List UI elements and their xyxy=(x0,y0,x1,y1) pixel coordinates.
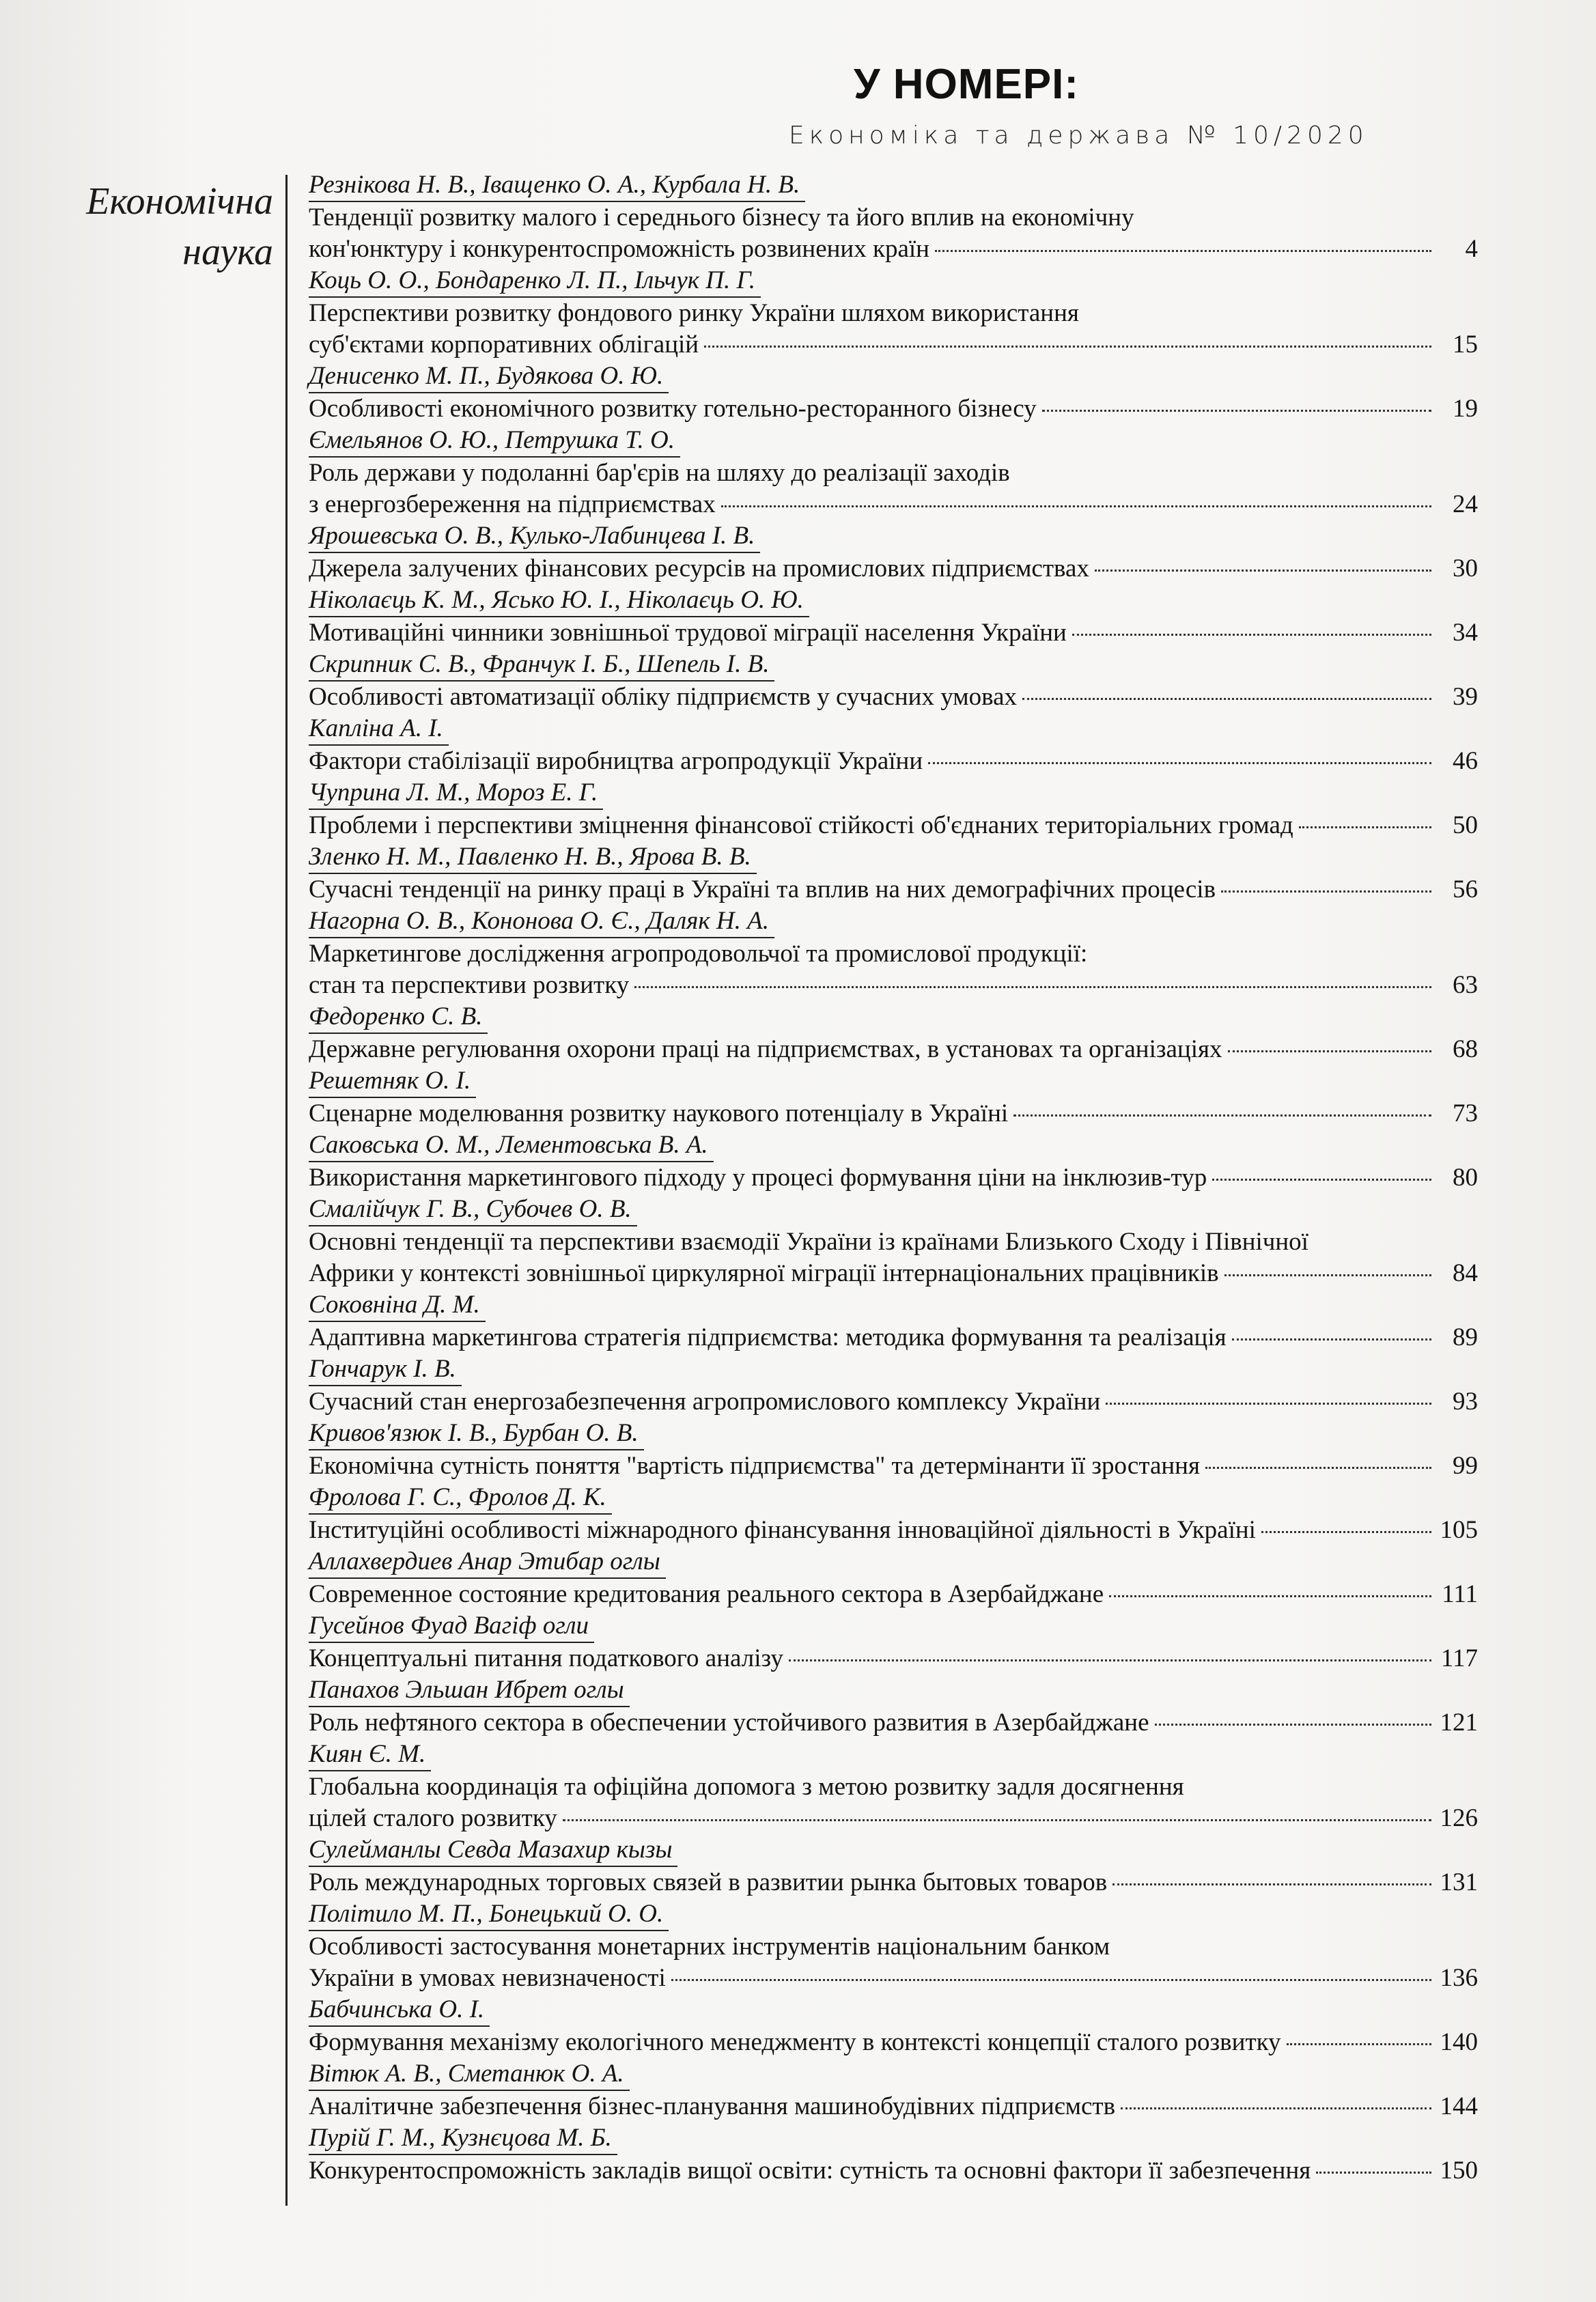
toc-entry xyxy=(309,1610,1478,1674)
entry-title: Використання маркетингового підходу у процесі формування ціни на інклюзив-тур xyxy=(309,1164,1207,1192)
journal-issue: Економіка та держава № 10/2020 xyxy=(789,122,1369,150)
entry-title-line xyxy=(309,1098,1478,1129)
dot-leader xyxy=(1316,2172,1431,2174)
toc-entry xyxy=(309,169,1478,265)
entry-page-number: 144 xyxy=(1440,2092,1478,2120)
dot-leader xyxy=(1228,1050,1432,1052)
toc-entry xyxy=(309,1353,1478,1418)
entry-page-number: 150 xyxy=(1440,2157,1478,2185)
bleed-through-text xyxy=(116,48,134,102)
toc-entry-authors-row xyxy=(309,425,1478,458)
toc-entry-authors-row xyxy=(309,1065,1478,1098)
entry-authors: Пурій Г. М., Кузнєцова М. Б. xyxy=(309,2122,617,2155)
entry-title: цілей сталого розвитку xyxy=(309,1804,557,1832)
toc-entry-authors-row xyxy=(309,1674,1478,1707)
toc-entry-authors-row xyxy=(309,361,1478,393)
toc-entry xyxy=(309,649,1478,713)
entry-authors: Гончарук І. В. xyxy=(309,1353,462,1386)
entry-authors: Нагорна О. В., Кононова О. Є., Даляк Н. А. xyxy=(309,906,774,938)
toc-entry-authors-row xyxy=(309,906,1478,938)
entry-page-number: 111 xyxy=(1442,1580,1478,1608)
toc-entry-authors-row xyxy=(309,1001,1478,1034)
entry-title-line xyxy=(309,682,1478,713)
entry-title: Мотиваційні чинники зовнішньої трудової міграції населення України xyxy=(309,619,1067,647)
toc-entry-authors-row xyxy=(309,1289,1478,1322)
entry-authors: Ярошевська О. В., Кулько-Лабинцева І. В. xyxy=(309,520,760,553)
entry-title: Роль нефтяного сектора в обеспечении устойчивого развития в Азербайджане xyxy=(309,1709,1149,1737)
toc-entry xyxy=(309,1739,1478,1834)
entry-title: Роль международных торговых связей в развитии рынка бытовых товаров xyxy=(309,1868,1108,1896)
entry-authors: Зленко Н. М., Павленко Н. В., Ярова В. В. xyxy=(309,841,757,874)
entry-title: Сучасні тенденції на ринку праці в Україні та вплив на них демографічних процесів xyxy=(309,875,1216,903)
entry-page-number: 24 xyxy=(1453,490,1478,518)
toc-entry-authors-row xyxy=(309,520,1478,553)
dot-leader xyxy=(1155,1724,1431,1726)
entry-authors: Решетняк О. І. xyxy=(309,1065,476,1098)
dot-leader xyxy=(1205,1467,1431,1469)
dot-leader xyxy=(1042,410,1431,412)
entry-title: Современное состояние кредитования реального сектора в Азербайджане xyxy=(309,1580,1104,1608)
entry-title: Особливості автоматизації обліку підприємств у сучасних умовах xyxy=(309,683,1018,711)
entry-title-line xyxy=(309,2091,1478,2122)
toc-entry-authors-row xyxy=(309,1834,1478,1867)
entry-authors: Сулейманлы Севда Мазахир кызы xyxy=(309,1834,677,1867)
entry-authors: Федоренко С. В. xyxy=(309,1001,488,1034)
entry-title: Особливості економічного розвитку готельно-ресторанного бізнесу xyxy=(309,395,1037,423)
entry-title: України в умовах невизначеності xyxy=(309,1964,666,1992)
table-of-contents xyxy=(309,169,1478,2187)
section-divider xyxy=(285,175,288,2206)
entry-authors: Саковська О. М., Лементовська В. А. xyxy=(309,1129,714,1162)
entry-title: Особливості застосування монетарних інструментів національним банком xyxy=(309,1933,1110,1961)
toc-entry xyxy=(309,425,1478,520)
entry-page-number: 105 xyxy=(1440,1516,1478,1544)
toc-entry-authors-row xyxy=(309,841,1478,874)
toc-entry xyxy=(309,841,1478,906)
toc-entry-authors-row xyxy=(309,2058,1478,2091)
dot-leader xyxy=(789,1659,1431,1661)
entry-title: Державне регулювання охорони праці на підприємствах, в установах та організаціях xyxy=(309,1035,1222,1063)
entry-page-number: 46 xyxy=(1453,747,1478,775)
dot-leader xyxy=(634,986,1431,988)
entry-page-number: 39 xyxy=(1453,683,1478,711)
section-label xyxy=(82,176,273,277)
dot-leader xyxy=(1013,1114,1431,1117)
entry-page-number: 56 xyxy=(1453,875,1478,903)
entry-page-number: 30 xyxy=(1453,555,1478,582)
entry-title: Джерела залучених фінансових ресурсів на промислових підприємствах xyxy=(309,555,1089,582)
entry-page-number: 84 xyxy=(1453,1259,1478,1287)
toc-entry-authors-row xyxy=(309,713,1478,746)
toc-entry xyxy=(309,1834,1478,1898)
entry-page-number: 50 xyxy=(1453,811,1478,839)
toc-entry xyxy=(309,777,1478,841)
toc-entry-authors-row xyxy=(309,1739,1478,1771)
entry-authors: Капліна А. І. xyxy=(309,713,449,746)
section-label-line1: Економічна xyxy=(86,180,273,223)
entry-authors: Соковніна Д. М. xyxy=(309,1289,486,1322)
toc-entry xyxy=(309,1001,1478,1065)
dot-leader xyxy=(1109,1595,1431,1597)
entry-title-line xyxy=(309,2027,1478,2058)
toc-entry-authors-row xyxy=(309,1418,1478,1450)
entry-page-number: 99 xyxy=(1453,1452,1478,1480)
entry-title: Сценарне моделювання розвитку наукового потенціалу в Україні xyxy=(309,1099,1009,1127)
toc-entry xyxy=(309,1418,1478,1482)
entry-authors: Чуприна Л. М., Мороз Е. Г. xyxy=(309,777,603,810)
entry-title-line xyxy=(309,1450,1478,1482)
entry-title-line xyxy=(309,1386,1478,1418)
entry-authors: Киян Є. М. xyxy=(309,1739,431,1771)
entry-page-number: 93 xyxy=(1453,1388,1478,1416)
entry-title-line xyxy=(309,1226,1478,1258)
entry-title: Африки у контексті зовнішньої циркулярної міграції інтернаціональних працівників xyxy=(309,1259,1219,1287)
dot-leader xyxy=(1095,570,1431,572)
entry-authors: Смалійчук Г. В., Субочев О. В. xyxy=(309,1194,637,1226)
toc-entry xyxy=(309,361,1478,425)
entry-page-number: 34 xyxy=(1453,619,1478,647)
toc-entry xyxy=(309,2122,1478,2187)
entry-title: Проблеми і перспективи зміцнення фінансової стійкості об'єднаних територіальних громад xyxy=(309,811,1293,839)
entry-title: Конкурентоспроможність закладів вищої освіти: сутність та основні фактори її забезпечення xyxy=(309,2157,1311,2185)
entry-authors: Аллахвердиев Анар Этибар оглы xyxy=(309,1546,666,1579)
page-title: У НОМЕРІ: xyxy=(854,61,1080,108)
dot-leader xyxy=(1212,1179,1431,1181)
entry-title: Економічна сутність поняття "вартість підприємства" та детермінанти її зростання xyxy=(309,1452,1200,1480)
entry-title-line xyxy=(309,970,1478,1001)
toc-entry-authors-row xyxy=(309,1194,1478,1226)
entry-title-line xyxy=(309,1803,1478,1834)
entry-authors: Панахов Эльшан Ибрет оглы xyxy=(309,1674,630,1707)
section-label-line2: наука xyxy=(182,231,273,273)
entry-title-line xyxy=(309,1771,1478,1803)
toc-entry-authors-row xyxy=(309,585,1478,617)
entry-title: Глобальна координація та офіційна допомога з метою розвитку задля досягнення xyxy=(309,1773,1184,1801)
entry-authors: Бабчинська О. І. xyxy=(309,1994,490,2027)
toc-entry xyxy=(309,713,1478,777)
entry-title-line xyxy=(309,1515,1478,1546)
entry-title: Сучасний стан енергозабезпечення агропромислового комплексу України xyxy=(309,1388,1101,1416)
toc-entry-authors-row xyxy=(309,1482,1478,1515)
entry-authors: Денисенко М. П., Будякова О. Ю. xyxy=(309,361,669,393)
toc-entry xyxy=(309,1994,1478,2058)
entry-title: кон'юнктуру і конкурентоспроможність розвинених країн xyxy=(309,235,929,263)
dot-leader xyxy=(1072,634,1431,636)
entry-title-line xyxy=(309,234,1478,265)
entry-authors: Кривов'язюк І. В., Бурбан О. В. xyxy=(309,1418,644,1450)
entry-title: Формування механізму екологічного менеджменту в контексті концепції сталого розвитку xyxy=(309,2028,1281,2056)
toc-entry xyxy=(309,585,1478,649)
entry-title-line xyxy=(309,2155,1478,2187)
entry-title-line xyxy=(309,1034,1478,1065)
entry-authors: Політило М. П., Бонецький О. О. xyxy=(309,1898,669,1931)
entry-title-line xyxy=(309,1258,1478,1289)
toc-entry xyxy=(309,1674,1478,1739)
toc-entry xyxy=(309,1065,1478,1129)
dot-leader xyxy=(1299,826,1431,828)
entry-title-line xyxy=(309,329,1478,361)
dot-leader xyxy=(721,505,1431,507)
toc-entry-authors-row xyxy=(309,265,1478,298)
entry-authors: Резнікова Н. В., Іващенко О. А., Курбала Н. В. xyxy=(309,169,805,202)
entry-title: Перспективи розвитку фондового ринку України шляхом використання xyxy=(309,299,1079,327)
dot-leader xyxy=(1232,1338,1431,1341)
entry-title-line xyxy=(309,1963,1478,1994)
dot-leader xyxy=(1261,1531,1431,1533)
entry-authors: Скрипник С. В., Франчук І. Б., Шепель І. В. xyxy=(309,649,774,682)
entry-title: Інституційні особливості міжнародного фінансування інноваційної діяльності в Україні xyxy=(309,1516,1256,1544)
entry-page-number: 73 xyxy=(1453,1099,1478,1127)
toc-entry-authors-row xyxy=(309,2122,1478,2155)
entry-title-line xyxy=(309,874,1478,906)
entry-authors: Фролова Г. С., Фролов Д. К. xyxy=(309,1482,612,1515)
dot-leader xyxy=(563,1819,1431,1821)
entry-page-number: 89 xyxy=(1453,1323,1478,1351)
entry-title-line xyxy=(309,1867,1478,1898)
entry-title-line xyxy=(309,1707,1478,1739)
dot-leader xyxy=(1121,2107,1431,2109)
entry-page-number: 121 xyxy=(1440,1709,1478,1737)
entry-page-number: 19 xyxy=(1453,395,1478,423)
toc-entry-authors-row xyxy=(309,1546,1478,1579)
entry-title: Адаптивна маркетингова стратегія підприємства: методика формування та реалізація xyxy=(309,1323,1227,1351)
entry-title-line xyxy=(309,1322,1478,1353)
entry-title-line xyxy=(309,553,1478,585)
toc-entry-authors-row xyxy=(309,169,1478,202)
dot-leader xyxy=(928,762,1431,764)
entry-title-line xyxy=(309,617,1478,649)
entry-title: Маркетингове дослідження агропродовольчої та промислової продукції: xyxy=(309,940,1088,968)
entry-page-number: 140 xyxy=(1440,2028,1478,2056)
entry-page-number: 131 xyxy=(1440,1868,1478,1896)
entry-authors: Гусейнов Фуад Вагіф огли xyxy=(309,1610,594,1643)
toc-entry xyxy=(309,1129,1478,1194)
toc-entry xyxy=(309,1546,1478,1610)
toc-entry xyxy=(309,520,1478,585)
dot-leader xyxy=(1224,1274,1431,1276)
entry-page-number: 136 xyxy=(1440,1964,1478,1992)
entry-authors: Ніколаєць К. М., Ясько Ю. І., Ніколаєць О. Ю. xyxy=(309,585,809,617)
entry-title-line xyxy=(309,298,1478,329)
entry-title-line xyxy=(309,1162,1478,1194)
entry-title: Роль держави у подоланні бар'єрів на шляху до реалізації заходів xyxy=(309,459,1010,487)
toc-entry-authors-row xyxy=(309,1610,1478,1643)
entry-title: суб'єктами корпоративних облігацій xyxy=(309,331,699,359)
entry-title-line xyxy=(309,746,1478,777)
dot-leader xyxy=(671,1979,1431,1981)
entry-title: Тенденції розвитку малого і середнього бізнесу та його вплив на економічну xyxy=(309,203,1134,231)
entry-title-line xyxy=(309,458,1478,489)
toc-entry-authors-row xyxy=(309,1994,1478,2027)
entry-title: Аналітичне забезпечення бізнес-планування машинобудівних підприємств xyxy=(309,2092,1116,2120)
toc-entry xyxy=(309,2058,1478,2122)
entry-title-line xyxy=(309,810,1478,841)
toc-entry-authors-row xyxy=(309,1353,1478,1386)
entry-page-number: 63 xyxy=(1453,971,1478,999)
entry-page-number: 117 xyxy=(1440,1644,1478,1672)
entry-page-number: 4 xyxy=(1465,235,1478,263)
entry-title-line xyxy=(309,1931,1478,1963)
toc-entry xyxy=(309,1898,1478,1994)
entry-title-line xyxy=(309,1643,1478,1674)
toc-entry-authors-row xyxy=(309,777,1478,810)
entry-page-number: 68 xyxy=(1453,1035,1478,1063)
entry-title-line xyxy=(309,202,1478,234)
dot-leader xyxy=(935,250,1431,252)
dot-leader xyxy=(1022,698,1431,700)
entry-title: Основні тенденції та перспективи взаємодії України із країнами Близького Сходу і Північної xyxy=(309,1228,1308,1256)
toc-entry-authors-row xyxy=(309,1898,1478,1931)
entry-title-line xyxy=(309,489,1478,520)
entry-authors: Ємельянов О. Ю., Петрушка Т. О. xyxy=(309,425,680,458)
toc-entry xyxy=(309,265,1478,361)
entry-title: Фактори стабілізації виробництва агропродукції України xyxy=(309,747,923,775)
toc-entry xyxy=(309,1194,1478,1289)
entry-title-line xyxy=(309,938,1478,970)
toc-entry-authors-row xyxy=(309,649,1478,682)
entry-title: Концептуальні питання податкового аналізу xyxy=(309,1644,783,1672)
entry-authors: Коць О. О., Бондаренко Л. П., Ільчук П. Г. xyxy=(309,265,761,298)
toc-entry xyxy=(309,1482,1478,1546)
dot-leader xyxy=(704,346,1431,348)
dot-leader xyxy=(1221,890,1431,893)
toc-entry-authors-row xyxy=(309,1129,1478,1162)
entry-title: стан та перспективи розвитку xyxy=(309,971,630,999)
toc-entry xyxy=(309,1289,1478,1353)
entry-title-line xyxy=(309,393,1478,425)
dot-leader xyxy=(1106,1403,1431,1405)
toc-entry xyxy=(309,906,1478,1001)
entry-page-number: 80 xyxy=(1453,1164,1478,1192)
dot-leader xyxy=(1112,1883,1431,1885)
dot-leader xyxy=(1287,2043,1431,2045)
entry-authors: Вітюк А. В., Сметанюк О. А. xyxy=(309,2058,630,2091)
entry-title: з енергозбереження на підприємствах xyxy=(309,490,716,518)
entry-title-line xyxy=(309,1579,1478,1610)
entry-page-number: 126 xyxy=(1440,1804,1478,1832)
entry-page-number: 15 xyxy=(1453,331,1478,359)
